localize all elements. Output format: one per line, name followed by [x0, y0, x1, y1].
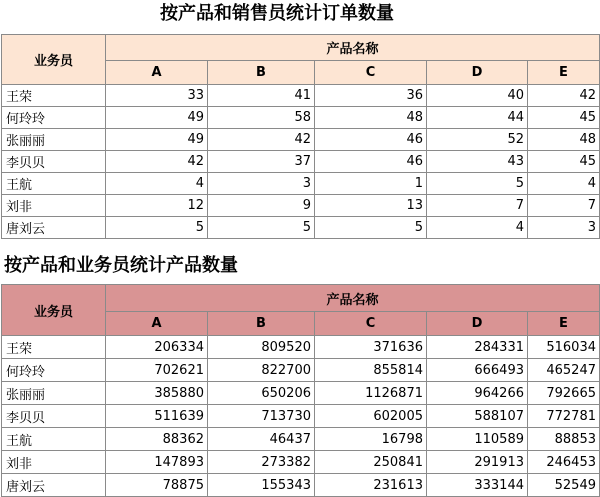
value-cell: 33 — [106, 85, 208, 107]
value-cell: 46437 — [208, 428, 315, 451]
value-cell: 5 — [208, 217, 315, 239]
value-cell: 5 — [315, 217, 427, 239]
value-cell: 246453 — [528, 451, 600, 474]
table-row — [2, 151, 600, 173]
salesperson-cell: 李贝贝 — [2, 151, 106, 173]
value-cell: 155343 — [208, 474, 315, 497]
value-cell: 4 — [427, 217, 528, 239]
salesperson-cell: 刘非 — [2, 195, 106, 217]
value-cell: 40 — [427, 85, 528, 107]
value-cell: 822700 — [208, 359, 315, 382]
salesperson-cell: 王荣 — [2, 336, 106, 359]
value-cell: 588107 — [427, 405, 528, 428]
table-header-row — [2, 35, 600, 61]
table-row — [2, 195, 600, 217]
salesperson-cell: 唐刘云 — [2, 217, 106, 239]
value-cell: 273382 — [208, 451, 315, 474]
value-cell: 52549 — [528, 474, 600, 497]
value-cell: 88362 — [106, 428, 208, 451]
value-cell: 45 — [528, 151, 600, 173]
value-cell: 333144 — [427, 474, 528, 497]
salesperson-cell: 张丽丽 — [2, 382, 106, 405]
value-cell: 511639 — [106, 405, 208, 428]
value-cell: 385880 — [106, 382, 208, 405]
value-cell: 4 — [528, 173, 600, 195]
value-cell: 52 — [427, 129, 528, 151]
salesperson-cell: 刘非 — [2, 451, 106, 474]
column-header: B — [208, 312, 315, 336]
order-count-title: 按产品和销售员统计订单数量 — [160, 3, 394, 24]
value-cell: 12 — [106, 195, 208, 217]
value-cell: 48 — [528, 129, 600, 151]
table-row — [2, 217, 600, 239]
value-cell: 7 — [528, 195, 600, 217]
column-header: E — [528, 61, 600, 85]
order-count-table — [1, 34, 600, 239]
column-header: A — [106, 61, 208, 85]
value-cell: 1126871 — [315, 382, 427, 405]
value-cell: 48 — [315, 107, 427, 129]
value-cell: 3 — [208, 173, 315, 195]
table-row — [2, 173, 600, 195]
value-cell: 3 — [528, 217, 600, 239]
value-cell: 5 — [106, 217, 208, 239]
corner-header: 业务员 — [2, 285, 106, 336]
value-cell: 702621 — [106, 359, 208, 382]
column-header: B — [208, 61, 315, 85]
table-row — [2, 107, 600, 129]
salesperson-cell: 王航 — [2, 173, 106, 195]
table-row — [2, 382, 600, 405]
salesperson-cell: 王航 — [2, 428, 106, 451]
product-quantity-title: 按产品和业务员统计产品数量 — [4, 255, 238, 276]
value-cell: 666493 — [427, 359, 528, 382]
table-row — [2, 85, 600, 107]
value-cell: 1 — [315, 173, 427, 195]
value-cell: 291913 — [427, 451, 528, 474]
value-cell: 713730 — [208, 405, 315, 428]
value-cell: 49 — [106, 107, 208, 129]
salesperson-cell: 张丽丽 — [2, 129, 106, 151]
value-cell: 602005 — [315, 405, 427, 428]
value-cell: 465247 — [528, 359, 600, 382]
column-header: A — [106, 312, 208, 336]
table-row — [2, 129, 600, 151]
value-cell: 37 — [208, 151, 315, 173]
salesperson-cell: 王荣 — [2, 85, 106, 107]
value-cell: 43 — [427, 151, 528, 173]
value-cell: 206334 — [106, 336, 208, 359]
value-cell: 41 — [208, 85, 315, 107]
value-cell: 772781 — [528, 405, 600, 428]
value-cell: 110589 — [427, 428, 528, 451]
value-cell: 49 — [106, 129, 208, 151]
salesperson-cell: 李贝贝 — [2, 405, 106, 428]
value-cell: 964266 — [427, 382, 528, 405]
value-cell: 650206 — [208, 382, 315, 405]
column-header: C — [315, 312, 427, 336]
value-cell: 88853 — [528, 428, 600, 451]
value-cell: 5 — [427, 173, 528, 195]
group-header: 产品名称 — [106, 285, 600, 312]
value-cell: 46 — [315, 129, 427, 151]
salesperson-cell: 何玲玲 — [2, 359, 106, 382]
table-row — [2, 451, 600, 474]
table-row — [2, 474, 600, 497]
value-cell: 792665 — [528, 382, 600, 405]
value-cell: 147893 — [106, 451, 208, 474]
product-quantity-body — [2, 336, 600, 497]
value-cell: 250841 — [315, 451, 427, 474]
value-cell: 231613 — [315, 474, 427, 497]
group-header: 产品名称 — [106, 35, 600, 61]
column-header: C — [315, 61, 427, 85]
column-header: D — [427, 312, 528, 336]
product-quantity-table — [1, 284, 600, 497]
value-cell: 4 — [106, 173, 208, 195]
salesperson-cell: 唐刘云 — [2, 474, 106, 497]
value-cell: 78875 — [106, 474, 208, 497]
value-cell: 42 — [528, 85, 600, 107]
order-count-body — [2, 85, 600, 239]
value-cell: 284331 — [427, 336, 528, 359]
corner-header: 业务员 — [2, 35, 106, 85]
value-cell: 9 — [208, 195, 315, 217]
value-cell: 371636 — [315, 336, 427, 359]
value-cell: 855814 — [315, 359, 427, 382]
value-cell: 58 — [208, 107, 315, 129]
value-cell: 36 — [315, 85, 427, 107]
table-header-row — [2, 285, 600, 312]
value-cell: 516034 — [528, 336, 600, 359]
value-cell: 809520 — [208, 336, 315, 359]
value-cell: 7 — [427, 195, 528, 217]
value-cell: 16798 — [315, 428, 427, 451]
value-cell: 13 — [315, 195, 427, 217]
table-row — [2, 359, 600, 382]
value-cell: 44 — [427, 107, 528, 129]
table-row — [2, 405, 600, 428]
value-cell: 42 — [208, 129, 315, 151]
column-header: D — [427, 61, 528, 85]
value-cell: 46 — [315, 151, 427, 173]
value-cell: 42 — [106, 151, 208, 173]
table-row — [2, 336, 600, 359]
table-row — [2, 428, 600, 451]
value-cell: 45 — [528, 107, 600, 129]
salesperson-cell: 何玲玲 — [2, 107, 106, 129]
column-header: E — [528, 312, 600, 336]
